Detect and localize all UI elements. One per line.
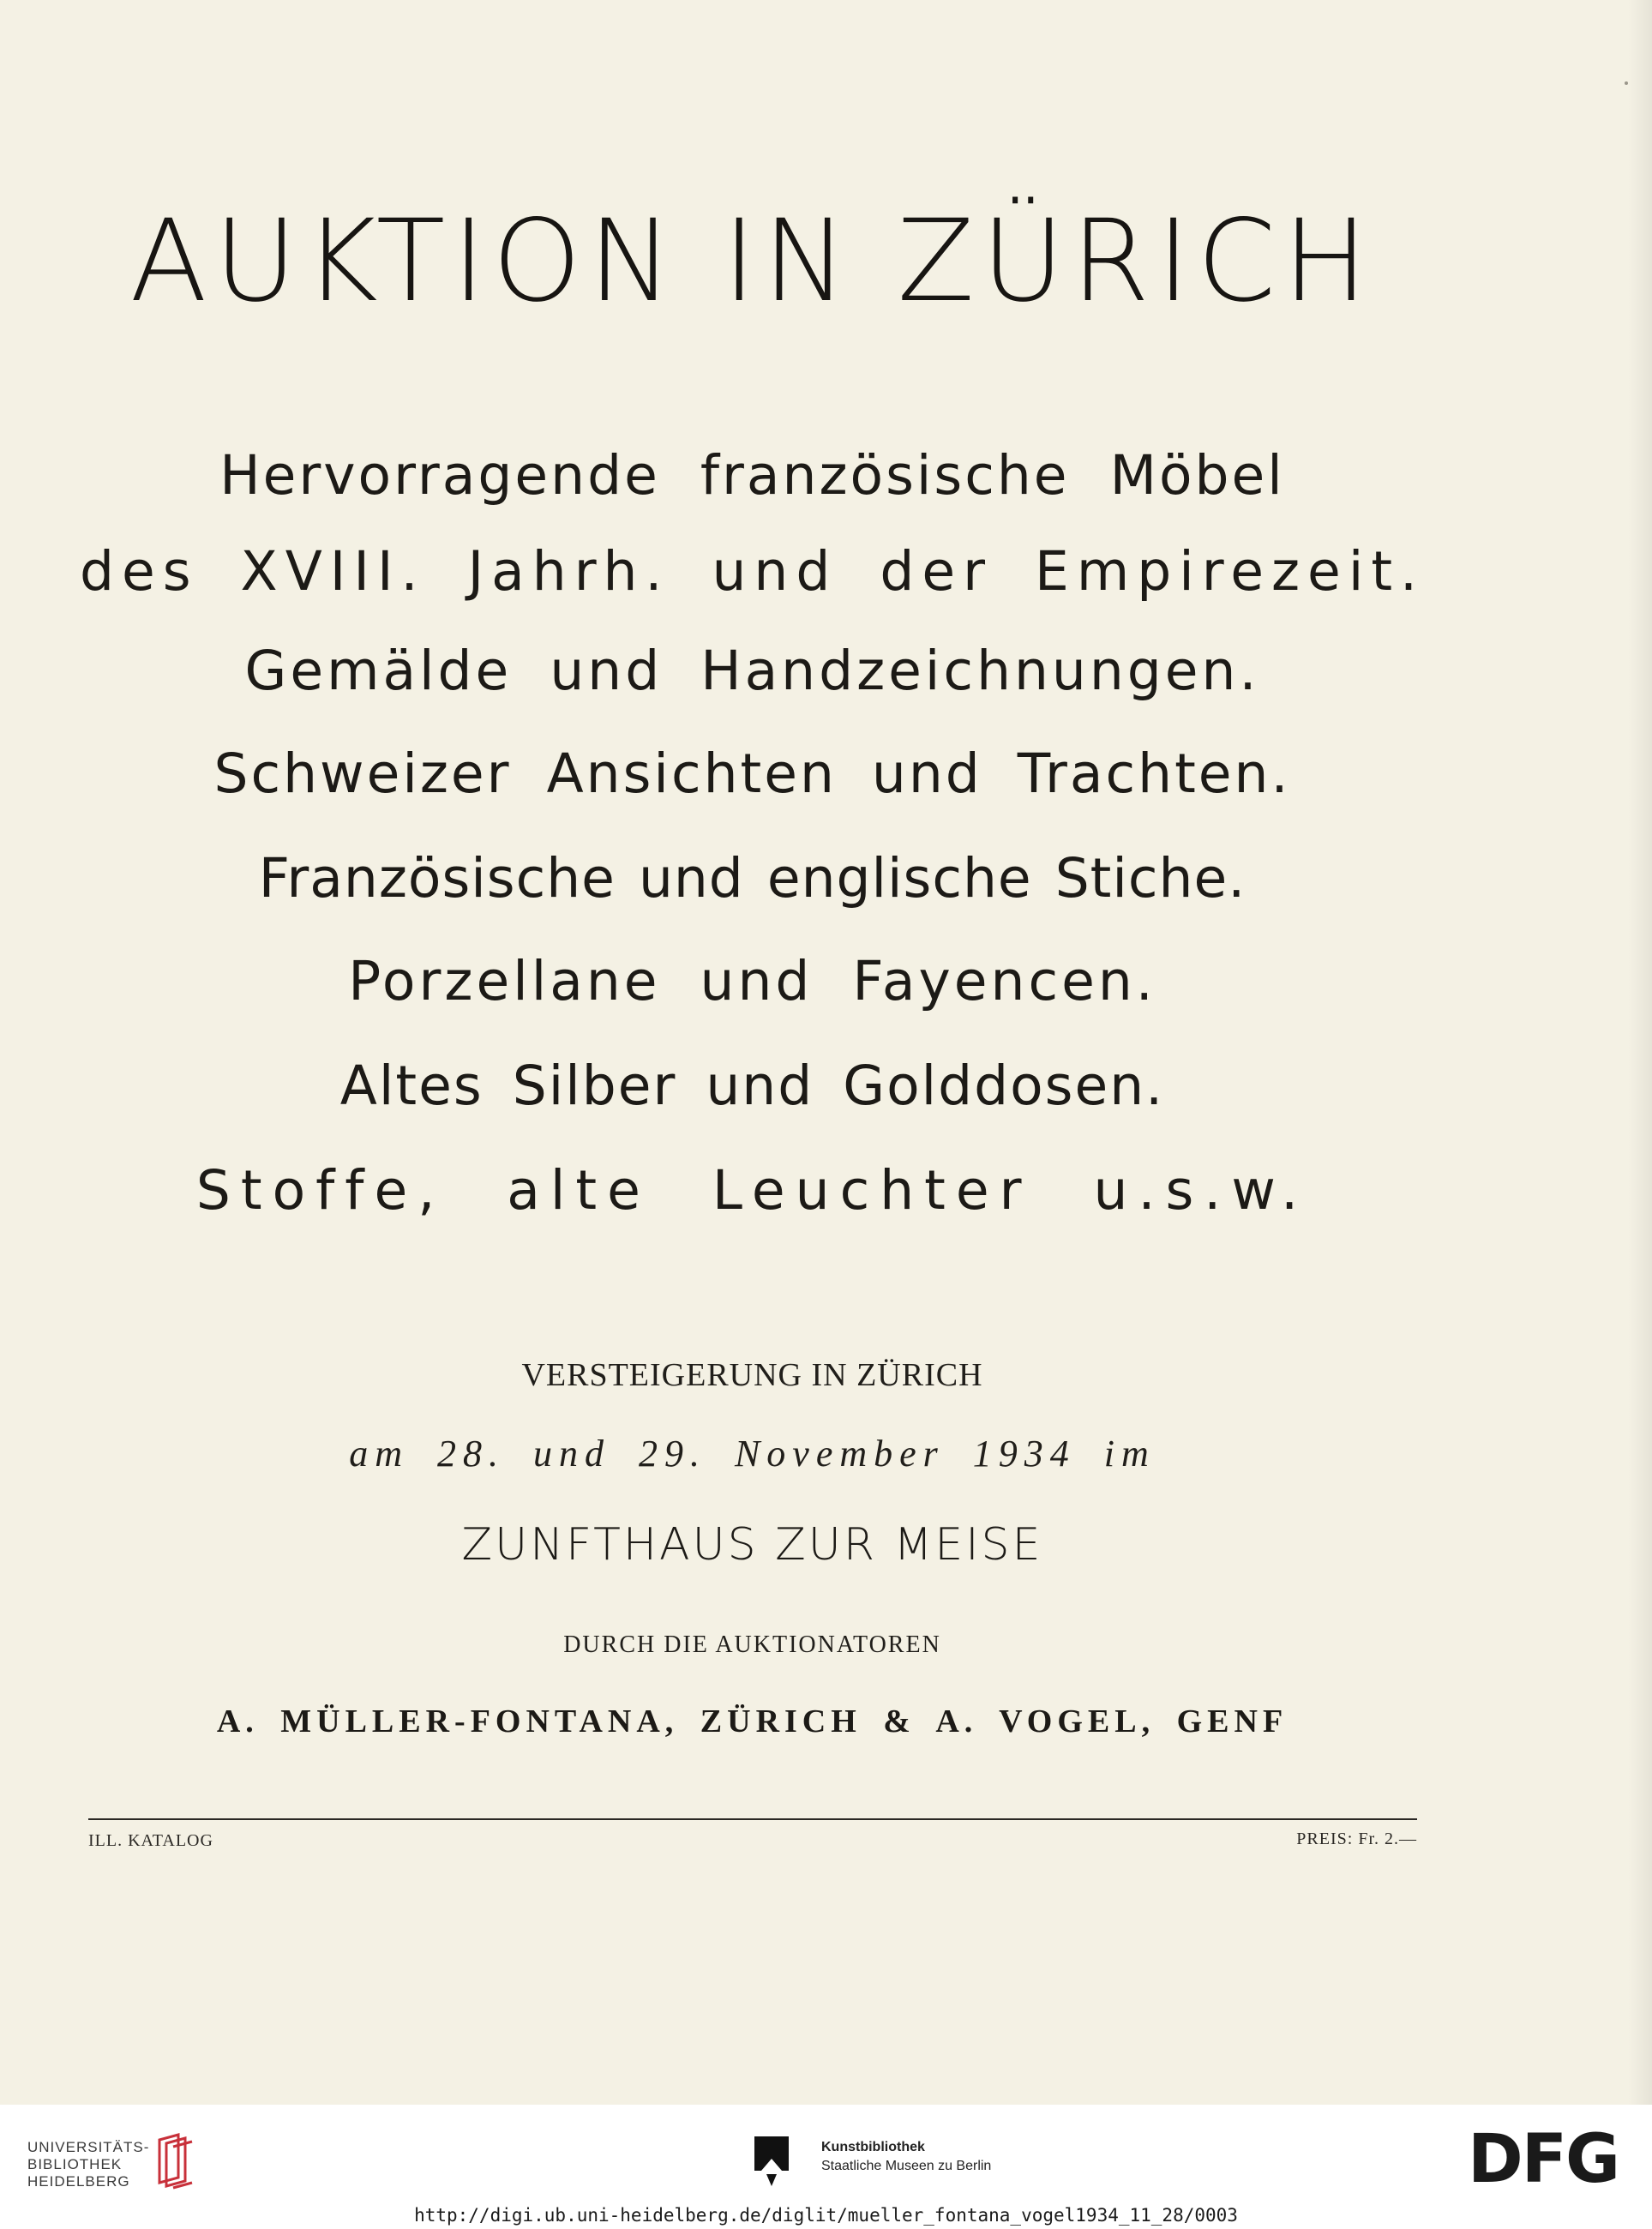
subject-line-6: Porzellane und Fayencen. — [348, 950, 1156, 1012]
kunstbibliothek-name: Kunstbibliothek — [821, 2140, 925, 2154]
footer-catalog-label: ILL. KATALOG — [88, 1831, 213, 1850]
subject-line-2: des XVIII. Jahrh. und der Empirezeit. — [79, 540, 1426, 603]
source-url-link[interactable]: http://digi.ub.uni-heidelberg.de/diglit/mueller_fontana_vogel1934_11_28/0003 — [414, 2205, 1238, 2226]
paper-speck — [1625, 81, 1628, 85]
ub-line-1: UNIVERSITÄTS- — [27, 2139, 150, 2155]
subject-line-7: Altes Silber und Golddosen. — [339, 1054, 1165, 1117]
kunstbibliothek-logo-icon[interactable] — [754, 2136, 789, 2186]
auctioneers-intro: DURCH DIE AUKTIONATOREN — [563, 1631, 941, 1658]
auction-heading: VERSTEIGERUNG IN ZÜRICH — [521, 1357, 983, 1393]
footer-rule — [88, 1818, 1417, 1820]
page-gutter-shadow — [1628, 0, 1652, 2105]
ub-line-3: HEIDELBERG — [27, 2173, 130, 2190]
subject-line-4: Schweizer Ansichten und Trachten. — [213, 742, 1291, 805]
subject-line-8: Stoffe, alte Leuchter u.s.w. — [195, 1159, 1309, 1222]
subject-line-5: Französische und englische Stiche. — [258, 847, 1247, 910]
ub-heidelberg-logo-icon[interactable] — [153, 2131, 197, 2191]
ub-heidelberg-wordmark[interactable] — [27, 2139, 149, 2190]
auction-date: am 28. und 29. November 1934 im — [349, 1433, 1156, 1475]
subject-line-3: Gemälde und Handzeichnungen. — [244, 640, 1260, 702]
kunstbibliothek-subtitle: Staatliche Museen zu Berlin — [821, 2159, 992, 2173]
auctioneers-names: A. MÜLLER-FONTANA, ZÜRICH & A. VOGEL, GENF — [216, 1703, 1289, 1739]
kunstbibliothek-wordmark[interactable] — [821, 2138, 991, 2176]
footer-price: PREIS: Fr. 2.— — [1296, 1829, 1417, 1848]
dfg-logo[interactable]: DFG — [1468, 2121, 1619, 2198]
ub-line-2: BIBLIOTHEK — [27, 2156, 123, 2172]
auction-venue: ZUNFTHAUS ZUR MEISE — [461, 1519, 1043, 1571]
subject-line-1: Hervorragende französische Möbel — [219, 444, 1285, 507]
catalog-title: AUKTION IN ZÜRICH — [129, 195, 1375, 327]
